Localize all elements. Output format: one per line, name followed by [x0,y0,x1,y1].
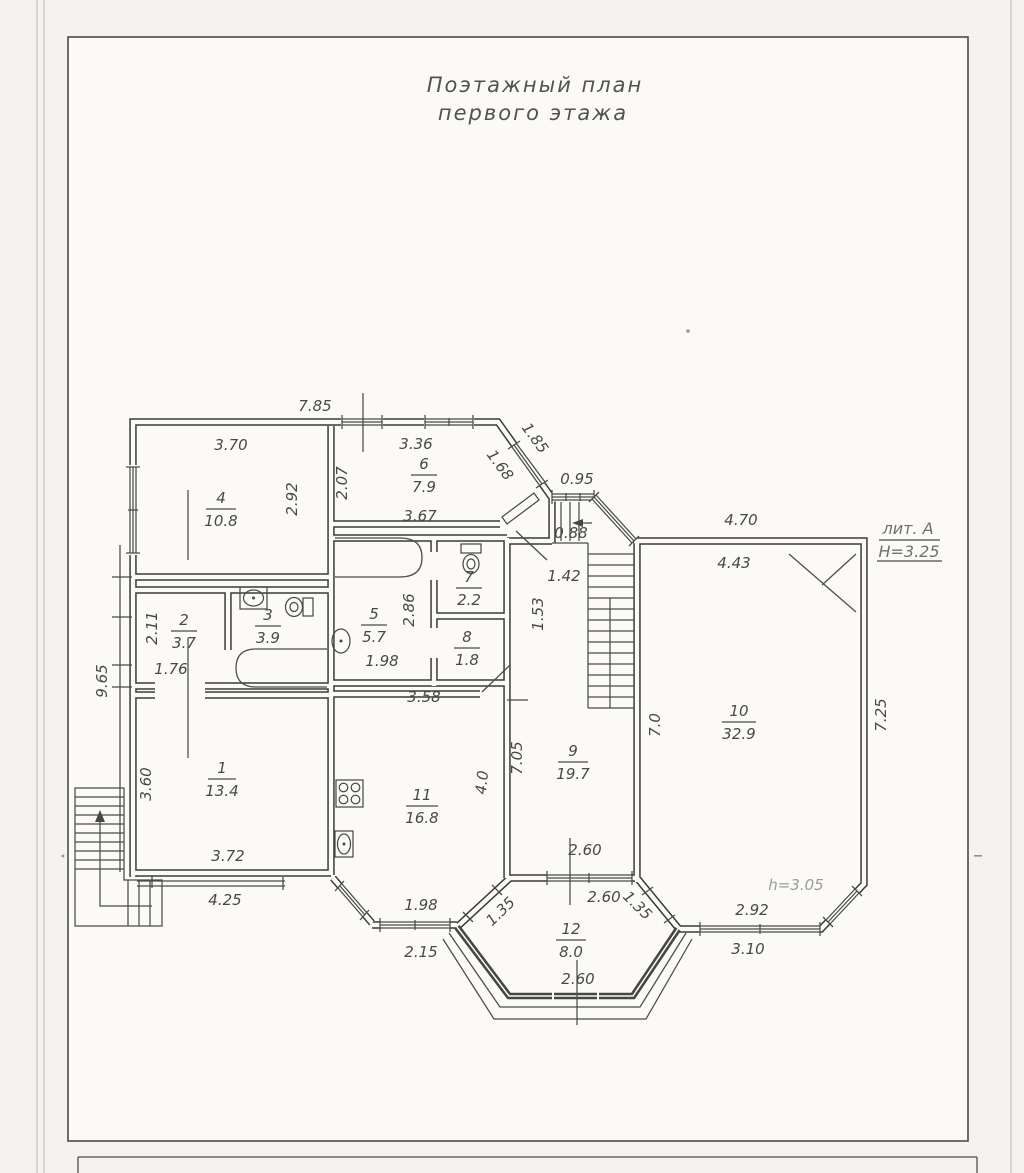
room-8-area: 1.8 [455,651,479,669]
page-title-line2: первого этажа [437,101,629,125]
room-8-number: 8 [462,628,472,646]
dim-r11-bottom-outer: 2.15 [404,943,438,961]
dim-hall-door: 2.60 [568,841,602,859]
room-7-area: 2.2 [457,591,481,609]
room-10-area: 32.9 [722,725,756,743]
sheet-frame-bottom [78,1157,977,1173]
dim-r6-width: 3.36 [399,435,433,453]
dim-bay-bottom: 2.60 [561,970,595,988]
height-note: h=3.05 [768,876,824,894]
dim-diagonal-outer: 1.85 [517,419,553,457]
dim-r6-left: 2.07 [333,466,351,500]
scan-speck [686,329,690,333]
dim-r11-right: 4.0 [471,769,493,796]
room-4-area: 10.8 [204,512,238,530]
room-5-area: 5.7 [362,628,386,646]
dim-r10-bottom-outer: 3.10 [731,940,765,958]
room-3-number: 3 [263,606,273,624]
dim-r11-top: 3.58 [407,688,441,706]
dim-landing-inner: 0.88 [554,524,588,542]
room-6-area: 7.9 [412,478,436,496]
room-3-area: 3.9 [256,629,280,647]
dim-hall-left: 1.53 [529,597,547,631]
room-12-number: 12 [561,920,581,938]
dim-r10-top: 4.70 [724,511,758,529]
scan-speck-3 [62,855,65,858]
liter-annotation [877,519,942,561]
page-title-line1: Поэтажный план [426,73,644,97]
dim-top-total: 7.85 [298,397,332,415]
dim-hall-top-width: 1.42 [547,567,581,585]
room-1-number: 1 [217,759,227,777]
room-4-number: 4 [216,489,226,507]
dim-r2-left: 2.11 [143,611,161,645]
dim-r4-width: 3.70 [214,436,248,454]
dim-r1-height: 3.60 [137,767,155,801]
room-6-number: 6 [419,455,429,473]
room-10-number: 10 [729,702,749,720]
room-12-area: 8.0 [559,943,583,961]
dim-bay-diag-left: 1.35 [482,893,519,930]
dim-r4-height: 2.92 [283,482,301,516]
room-9-number: 9 [568,742,578,760]
room-5-number: 5 [369,605,379,623]
dim-r10-height-left: 7.0 [646,713,664,737]
liter-label: лит. А [882,519,934,538]
dim-bay-top: 2.60 [587,888,621,906]
scan-speck-2 [974,855,982,857]
room-2-area: 3.7 [172,634,196,652]
dim-r5-height: 2.86 [400,593,418,627]
dim-r10-height-right: 7.25 [872,698,890,732]
dim-landing-width: 0.95 [560,470,594,488]
dim-r10-width: 4.43 [717,554,751,572]
dim-r5-width: 1.98 [365,652,399,670]
dim-hall-height: 7.05 [508,741,526,775]
dim-r6-bottom: 3.67 [403,507,437,525]
dim-r1-width: 3.72 [211,847,245,865]
dim-r1-width-outer: 4.25 [208,891,242,909]
room-11-number: 11 [412,786,432,804]
dim-left-total: 9.65 [93,664,111,698]
dim-r2-width: 1.76 [154,660,188,678]
dim-r10-bottom: 2.92 [735,901,769,919]
room-1-area: 13.4 [205,782,239,800]
dim-diagonal-inner: 1.68 [482,446,518,484]
room-9-area: 19.7 [556,765,590,783]
room-2-number: 2 [179,611,189,629]
height-main-label: Н=3.25 [878,542,940,561]
room-7-number: 7 [464,568,474,586]
room-11-area: 16.8 [405,809,439,827]
dim-bay-diag-right: 1.35 [619,887,656,924]
dim-r11-bottom: 1.98 [404,896,438,914]
